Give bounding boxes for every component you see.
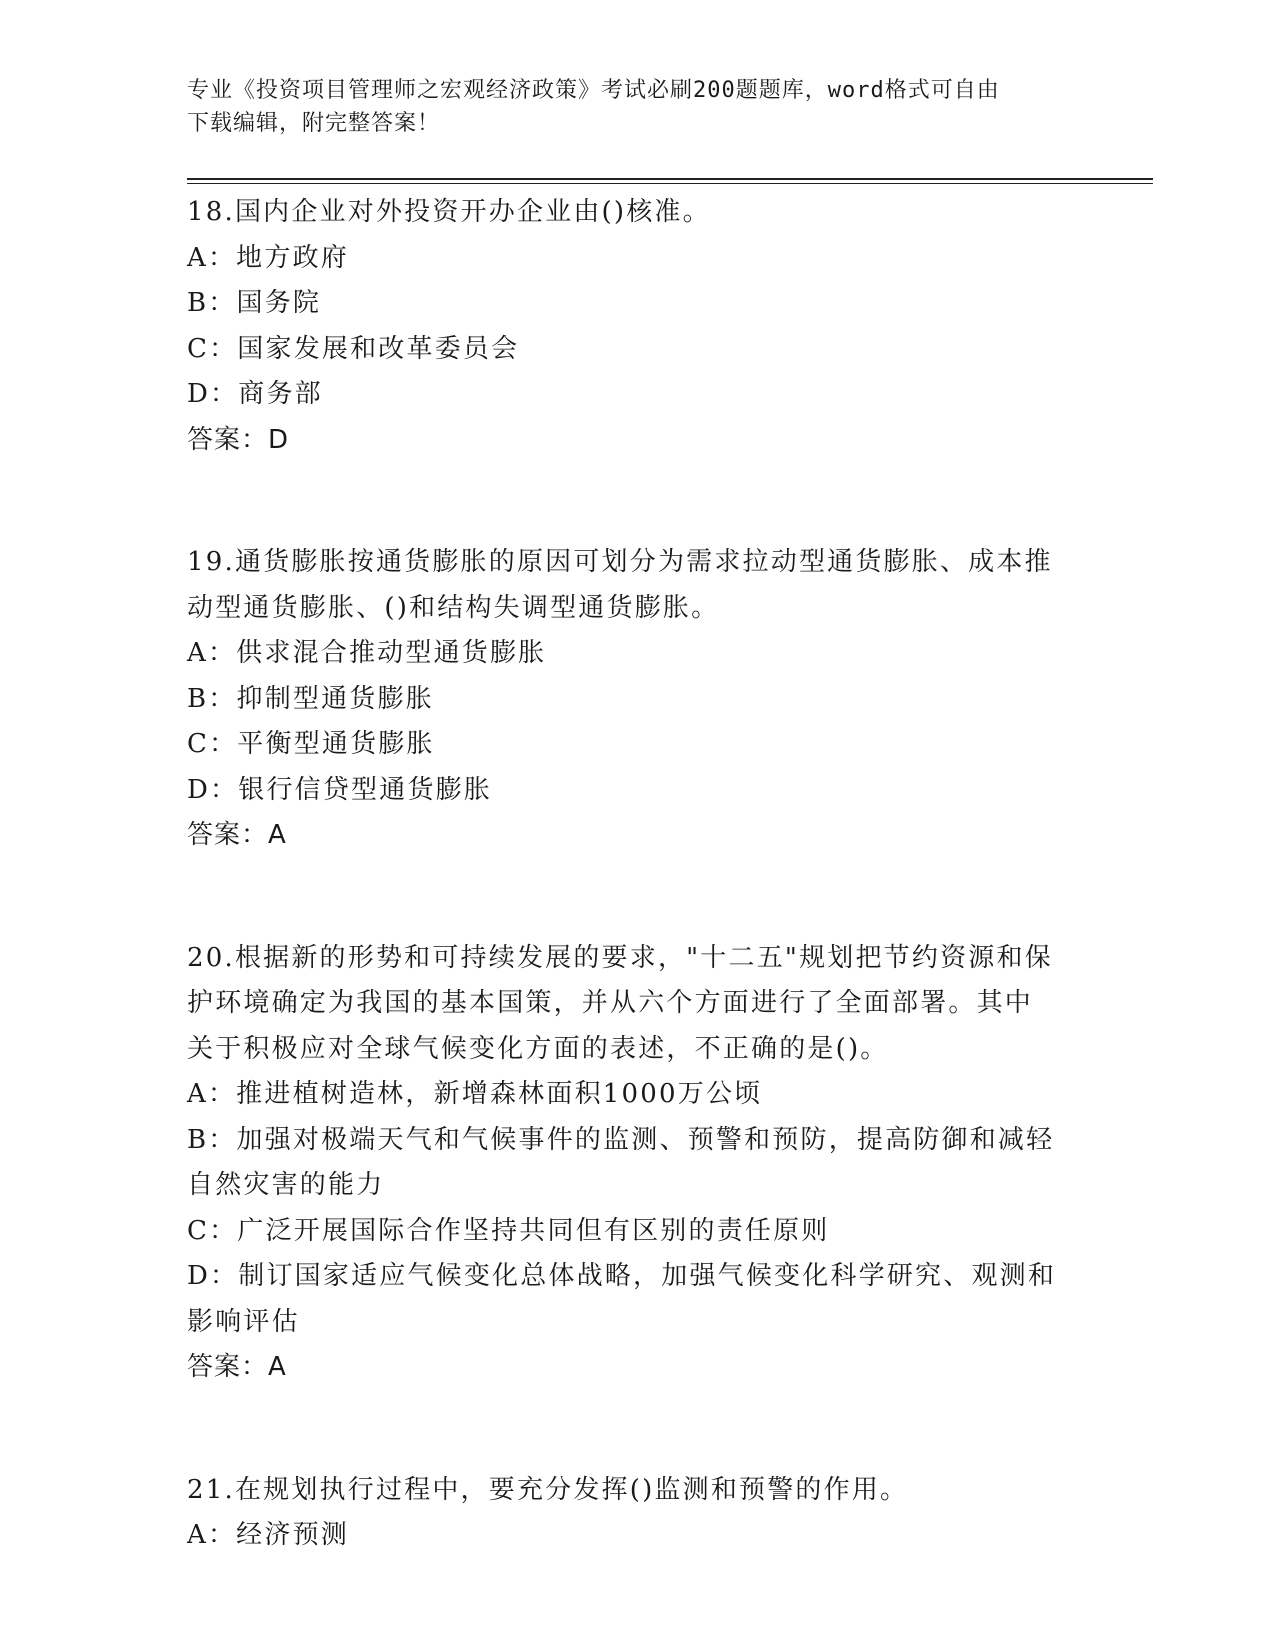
question-stem-cont: 动型通货膨胀、()和结构失调型通货膨胀。 [187,592,720,623]
question-gap [187,1391,1087,1468]
header-rule-thin [187,183,1153,184]
question-list [187,190,1087,1559]
question-stem-cont: 关于积极应对全球气候变化方面的表述，不正确的是()。 [187,1033,889,1064]
question-stem-cont: 护环境确定为我国的基本国策，并从六个方面进行了全面部署。其中 [187,988,1034,1018]
option-a: A：推进植树造林，新增森林面积1000万公顷 [187,1079,763,1109]
option-c: C：广泛开展国际合作坚持共同但有区别的责任原则 [187,1215,830,1246]
answer-label: 答案：A [187,1352,287,1382]
option-c: C：国家发展和改革委员会 [187,333,520,364]
question-stem: 20.根据新的形势和可持续发展的要求，"十二五"规划把节约资源和保 [187,942,1053,973]
option-a: A：供求混合推动型通货膨胀 [187,638,547,668]
question-gap [187,859,1087,936]
question-item [187,540,1087,859]
answer-label: 答案：A [187,820,287,850]
header-line-2: 下载编辑，附完整答案！ [187,111,441,136]
option-d: D：银行信贷型通货膨胀 [187,774,493,805]
option-d: D：制订国家适应气候变化总体战略，加强气候变化科学研究、观测和 [187,1261,1057,1291]
option-c: C：平衡型通货膨胀 [187,729,435,759]
option-b: B：抑制型通货膨胀 [187,683,434,714]
document-header [187,74,1087,140]
question-gap [187,463,1087,540]
option-a: A：地方政府 [187,242,349,273]
option-b: B：国务院 [187,288,322,318]
header-line-1: 专业《投资项目管理师之宏观经济政策》考试必刷200题题库，word格式可自由 [187,78,1000,103]
answer-label: 答案：D [187,424,290,455]
question-stem: 19.通货膨胀按通货膨胀的原因可划分为需求拉动型通货膨胀、成本推 [187,547,1053,577]
question-item [187,936,1087,1391]
option-d: D：商务部 [187,379,323,409]
question-item [187,190,1087,463]
header-rule-thick [187,178,1153,180]
option-b-cont: 自然灾害的能力 [187,1170,385,1200]
option-a: A：经济预测 [187,1520,349,1550]
option-d-cont: 影响评估 [187,1306,300,1337]
question-stem: 21.在规划执行过程中，要充分发挥()监测和预警的作用。 [187,1474,909,1505]
option-b: B：加强对极端天气和气候事件的监测、预警和预防，提高防御和减轻 [187,1124,1055,1155]
question-stem: 18.国内企业对外投资开办企业由()核准。 [187,197,711,227]
question-item [187,1468,1087,1559]
